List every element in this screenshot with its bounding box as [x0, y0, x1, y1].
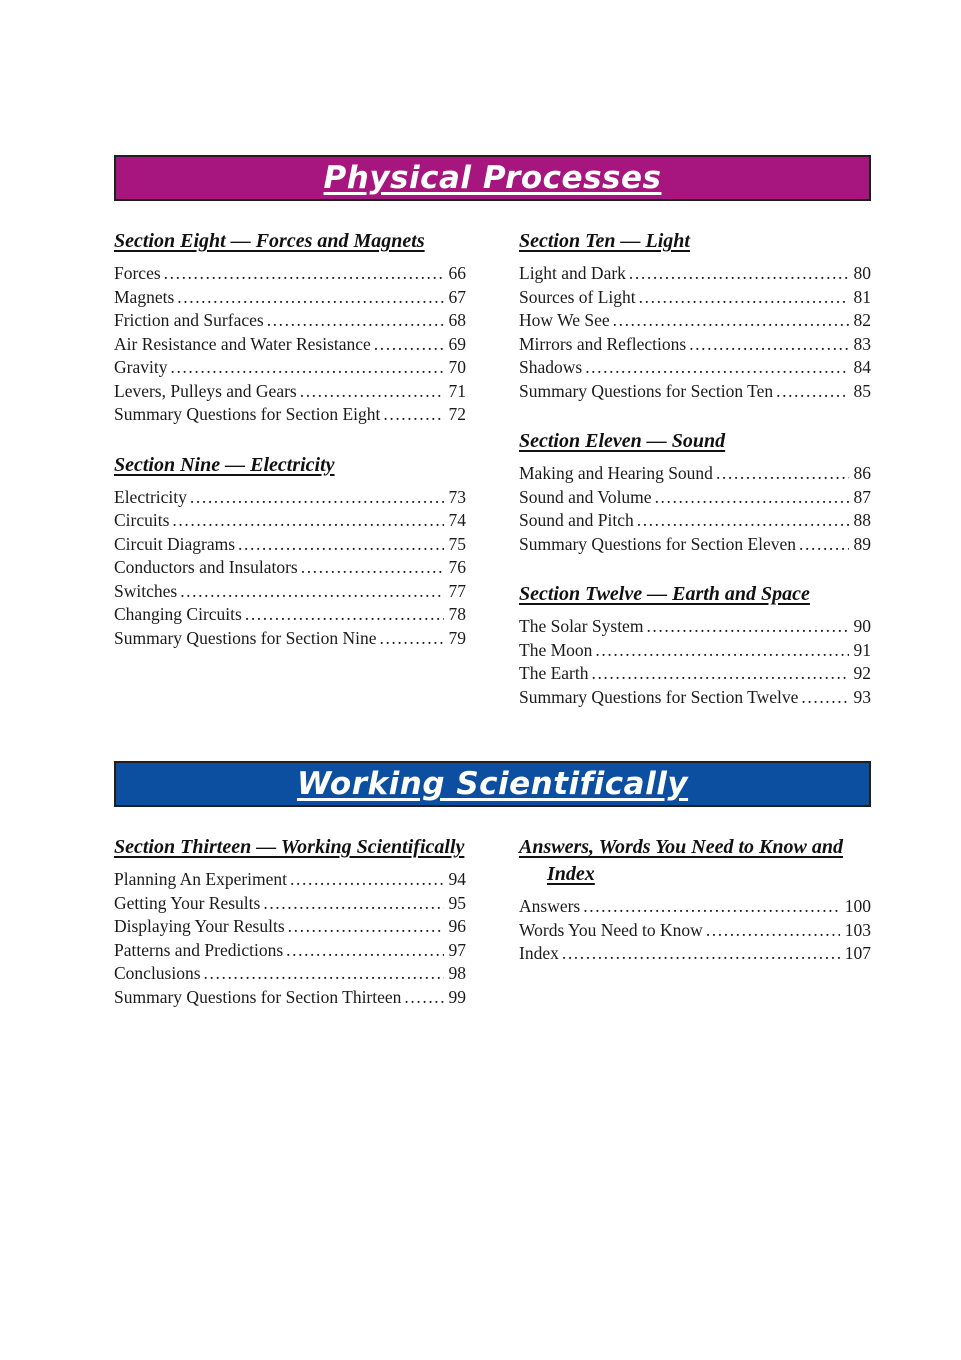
toc-entry-page-number: 92 — [853, 663, 871, 683]
toc-entry-title: Summary Questions for Section Ten — [519, 380, 774, 401]
toc-entry — [519, 686, 871, 710]
toc-dot-leader — [172, 509, 443, 533]
toc-section-heading: Section Ten — Light — [519, 230, 690, 252]
toc-entry-title: Summary Questions for Section Thirteen — [114, 986, 402, 1007]
toc-entry-page-number: 81 — [853, 286, 871, 307]
toc-entry — [114, 262, 466, 286]
toc-entry-page-number: 95 — [448, 892, 466, 913]
toc-entry-title: Magnets — [114, 286, 175, 307]
toc-dot-leader — [613, 309, 849, 333]
toc-section-heading: Section Nine — Electricity — [114, 453, 335, 476]
toc-entry — [114, 915, 466, 939]
toc-dot-leader — [288, 915, 444, 939]
toc-part — [114, 761, 871, 1009]
toc-dot-leader — [801, 686, 848, 710]
toc-entry-page-number: 107 — [844, 943, 871, 963]
toc-dot-leader — [383, 403, 443, 427]
toc-dot-leader — [374, 333, 444, 357]
toc-section — [519, 834, 871, 966]
toc-dot-leader — [646, 615, 848, 639]
toc-entry-page-number: 93 — [853, 686, 871, 707]
toc-entry — [519, 509, 871, 533]
toc-dot-leader — [639, 286, 849, 310]
toc-entry-title: The Earth — [519, 663, 589, 683]
toc-entry-page-number: 75 — [448, 533, 466, 554]
toc-entry-title: Displaying Your Results — [114, 916, 285, 936]
toc-section — [114, 228, 466, 427]
toc-columns — [114, 228, 871, 709]
toc-dot-leader — [204, 962, 444, 986]
toc-columns — [114, 834, 871, 1009]
toc-entry-title: The Moon — [519, 639, 593, 660]
toc-entry-page-number: 82 — [853, 310, 871, 330]
toc-dot-leader — [562, 942, 840, 966]
toc-entry-page-number: 80 — [853, 263, 871, 283]
part-banner-title: Working Scientifically — [296, 766, 689, 802]
toc-column-right — [519, 834, 871, 1009]
toc-dot-leader — [180, 580, 443, 604]
toc-entry-page-number: 94 — [448, 869, 466, 889]
toc-section — [114, 834, 466, 1009]
toc-entry — [114, 533, 466, 557]
toc-entry-title: Words You Need to Know — [519, 919, 703, 940]
toc-entry — [519, 895, 871, 919]
toc-entry-title: The Solar System — [519, 616, 644, 636]
toc-entry-page-number: 85 — [853, 380, 871, 401]
toc-section-heading: Section Eight — Forces and Magnets — [114, 230, 425, 252]
toc-entry-page-number: 84 — [853, 357, 871, 377]
toc-entry — [519, 919, 871, 943]
toc-dot-leader — [263, 892, 443, 916]
toc-section — [519, 428, 871, 556]
toc-entry-page-number: 68 — [448, 310, 466, 330]
toc-entry-page-number: 77 — [448, 580, 466, 601]
toc-entry-title: Summary Questions for Section Eleven — [519, 533, 797, 554]
toc-entry — [114, 868, 466, 892]
toc-entry — [114, 939, 466, 963]
toc-entry — [114, 403, 466, 427]
toc-dot-leader — [591, 662, 848, 686]
toc-section-heading: Section Eleven — Sound — [519, 430, 726, 452]
toc-entry-title: How We See — [519, 310, 610, 330]
toc-dot-leader — [245, 603, 444, 627]
toc-column-right — [519, 228, 871, 709]
toc-entry — [114, 627, 466, 651]
toc-entry — [114, 509, 466, 533]
toc-dot-leader — [629, 262, 849, 286]
toc-entry — [519, 639, 871, 663]
toc-entry-title: Sources of Light — [519, 286, 636, 307]
toc-dot-leader — [404, 986, 443, 1010]
toc-part — [114, 155, 871, 709]
toc-entry — [114, 580, 466, 604]
toc-entry-page-number: 76 — [448, 557, 466, 577]
toc-dot-leader — [190, 486, 444, 510]
toc-entry-title: Mirrors and Reflections — [519, 333, 687, 354]
toc-entry-page-number: 91 — [853, 639, 871, 660]
toc-entry-title: Summary Questions for Section Nine — [114, 627, 377, 648]
toc-entry-page-number: 83 — [853, 333, 871, 354]
toc-entry-page-number: 100 — [844, 896, 871, 916]
toc-entry-page-number: 99 — [448, 986, 466, 1007]
toc-entry-title: Patterns and Predictions — [114, 939, 284, 960]
toc-entry-page-number: 78 — [448, 604, 466, 624]
toc-dot-leader — [379, 627, 443, 651]
toc-entry — [114, 892, 466, 916]
toc-entry-page-number: 79 — [448, 627, 466, 648]
toc-entry-page-number: 87 — [853, 486, 871, 507]
toc-section-heading: Section Twelve — Earth and Space — [519, 583, 810, 605]
toc-entry — [114, 333, 466, 357]
part-banner-title: Physical Processes — [323, 160, 662, 196]
toc-entry — [519, 533, 871, 557]
toc-dot-leader — [585, 356, 848, 380]
toc-entry-page-number: 73 — [448, 486, 466, 507]
toc-dot-leader — [655, 486, 849, 510]
toc-entry-title: Circuits — [114, 510, 170, 530]
toc-entry — [519, 486, 871, 510]
toc-entry — [519, 615, 871, 639]
toc-dot-leader — [716, 462, 849, 486]
toc-entry — [519, 462, 871, 486]
toc-entry-page-number: 88 — [853, 510, 871, 530]
toc-dot-leader — [286, 939, 443, 963]
toc-dot-leader — [170, 356, 443, 380]
toc-dot-leader — [776, 380, 848, 404]
toc-entry — [114, 286, 466, 310]
toc-entry-title: Circuit Diagrams — [114, 533, 236, 554]
toc-section — [519, 581, 871, 709]
toc-entry-page-number: 74 — [448, 510, 466, 530]
toc-entry-page-number: 86 — [853, 463, 871, 483]
toc-entry — [519, 286, 871, 310]
toc-dot-leader — [637, 509, 849, 533]
toc-entry-page-number: 97 — [448, 939, 466, 960]
toc-entry-page-number: 69 — [448, 333, 466, 354]
toc-entry — [114, 603, 466, 627]
toc-entry-title: Shadows — [519, 357, 583, 377]
toc-entry-page-number: 70 — [448, 357, 466, 377]
toc-section — [519, 228, 871, 403]
toc-section-heading: Answers, Words You Need to Know and Index — [519, 836, 843, 885]
toc-dot-leader — [290, 868, 443, 892]
toc-entry — [519, 942, 871, 966]
toc-entry-title: Summary Questions for Section Eight — [114, 404, 381, 424]
toc-entry-title: Conductors and Insulators — [114, 557, 298, 577]
toc-dot-leader — [689, 333, 848, 357]
toc-entry — [114, 309, 466, 333]
toc-entry-page-number: 96 — [448, 916, 466, 936]
toc-entry-page-number: 71 — [448, 380, 466, 401]
toc-entry-title: Changing Circuits — [114, 604, 242, 624]
toc-page — [114, 0, 871, 1009]
toc-section — [114, 452, 466, 651]
toc-entry-title: Answers — [519, 896, 581, 916]
toc-entry-title: Friction and Surfaces — [114, 310, 264, 330]
toc-entry — [519, 380, 871, 404]
toc-dot-leader — [177, 286, 443, 310]
toc-entry-page-number: 72 — [448, 404, 466, 424]
toc-dot-leader — [238, 533, 443, 557]
toc-entry-title: Index — [519, 943, 559, 963]
toc-entry — [114, 380, 466, 404]
toc-dot-leader — [583, 895, 840, 919]
toc-dot-leader — [595, 639, 848, 663]
toc-entry — [519, 333, 871, 357]
toc-entry-title: Sound and Volume — [519, 486, 652, 507]
toc-column-left — [114, 834, 466, 1009]
toc-entry — [114, 986, 466, 1010]
toc-dot-leader — [301, 556, 444, 580]
toc-entry-title: Getting Your Results — [114, 892, 261, 913]
toc-entry — [114, 486, 466, 510]
toc-dot-leader — [300, 380, 444, 404]
toc-entry — [114, 556, 466, 580]
toc-entry-page-number: 98 — [448, 963, 466, 983]
toc-entry — [519, 262, 871, 286]
toc-entry — [519, 662, 871, 686]
toc-entry-page-number: 90 — [853, 616, 871, 636]
toc-dot-leader — [799, 533, 848, 557]
toc-entry-title: Gravity — [114, 357, 168, 377]
toc-entry-page-number: 66 — [448, 263, 466, 283]
toc-entry-title: Summary Questions for Section Twelve — [519, 686, 799, 707]
toc-entry-title: Making and Hearing Sound — [519, 463, 713, 483]
toc-entry-title: Conclusions — [114, 963, 201, 983]
toc-entry-page-number: 67 — [448, 286, 466, 307]
toc-column-left — [114, 228, 466, 709]
toc-entry — [519, 356, 871, 380]
toc-dot-leader — [164, 262, 444, 286]
toc-section-heading: Section Thirteen — Working Scientifically — [114, 836, 465, 858]
toc-entry — [519, 309, 871, 333]
part-banner — [114, 761, 871, 807]
toc-entry — [114, 962, 466, 986]
toc-entry-title: Switches — [114, 580, 178, 601]
toc-entry-title: Electricity — [114, 486, 187, 507]
toc-entry-title: Light and Dark — [519, 263, 626, 283]
toc-entry-page-number: 89 — [853, 533, 871, 554]
toc-entry-title: Planning An Experiment — [114, 869, 288, 889]
toc-entry-title: Forces — [114, 263, 161, 283]
toc-dot-leader — [267, 309, 444, 333]
toc-entry — [114, 356, 466, 380]
toc-entry-page-number: 103 — [844, 919, 871, 940]
toc-dot-leader — [706, 919, 840, 943]
part-banner — [114, 155, 871, 201]
toc-entry-title: Levers, Pulleys and Gears — [114, 380, 297, 401]
toc-entry-title: Air Resistance and Water Resistance — [114, 333, 371, 354]
toc-entry-title: Sound and Pitch — [519, 510, 634, 530]
